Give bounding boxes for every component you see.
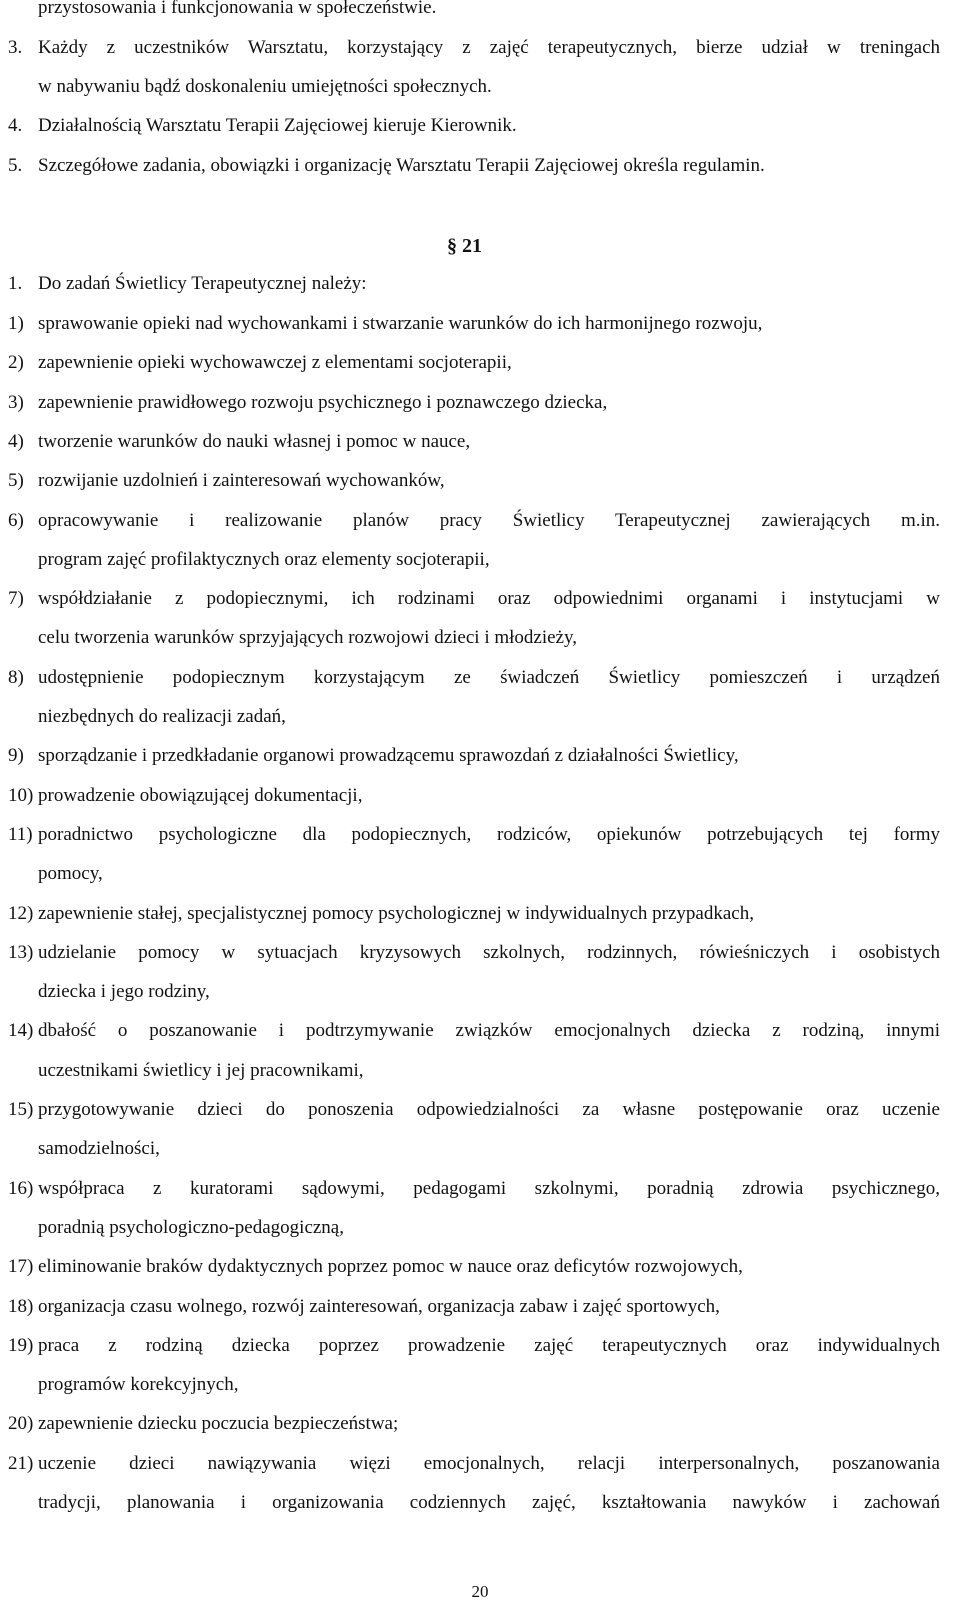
task-text: pomocy, xyxy=(38,863,103,884)
section-number: 21 xyxy=(462,235,482,257)
task-text: programów korekcyjnych, xyxy=(38,1374,239,1395)
section-heading xyxy=(447,234,482,258)
task-text: dziecka i jego rodziny, xyxy=(38,981,210,1002)
task-text: przygotowywanie dzieci do ponoszenia odpowiedzialności za własne postępowanie oraz uczenie xyxy=(38,1099,940,1120)
task-number: 21) xyxy=(8,1453,34,1474)
task-number: 3) xyxy=(8,392,24,413)
paragraph-4-text: Działalnością Warsztatu Terapii Zajęciowej kieruje Kierownik. xyxy=(38,115,517,136)
task-text: współdziałanie z podopiecznymi, ich rodzinami oraz odpowiednimi organami i instytucjami w xyxy=(38,588,940,609)
task-number: 11) xyxy=(8,824,33,845)
task-text: poradnictwo psychologiczne dla podopiecznych, rodziców, opiekunów potrzebujących tej formy xyxy=(38,824,940,845)
task-text: poradnią psychologiczno-pedagogiczną, xyxy=(38,1217,344,1238)
task-text: uczenie dzieci nawiązywania więzi emocjonalnych, relacji interpersonalnych, poszanowania xyxy=(38,1453,940,1474)
task-number: 2) xyxy=(8,352,24,373)
task-text: praca z rodziną dziecka poprzez prowadzenie zajęć terapeutycznych oraz indywidualnych xyxy=(38,1335,940,1356)
task-number: 16) xyxy=(8,1178,34,1199)
task-number: 5) xyxy=(8,470,24,491)
task-text: udzielanie pomocy w sytuacjach kryzysowych szkolnych, rodzinnych, rówieśniczych i osobistych xyxy=(38,942,940,963)
continuation-text: przystosowania i funkcjonowania w społeczeństwie. xyxy=(38,0,437,18)
task-text: zapewnienie prawidłowego rozwoju psychicznego i poznawczego dziecka, xyxy=(38,392,608,413)
task-text: uczestnikami świetlicy i jej pracownikami, xyxy=(38,1060,364,1081)
task-text: zapewnienie dziecku poczucia bezpieczeństwa; xyxy=(38,1413,399,1434)
task-number: 7) xyxy=(8,588,24,609)
task-number: 18) xyxy=(8,1296,34,1317)
intro-text: Do zadań Świetlicy Terapeutycznej należy: xyxy=(38,273,367,294)
task-number: 6) xyxy=(8,510,24,531)
task-text: tradycji, planowania i organizowania codziennych zajęć, kształtowania nawyków i zachowań xyxy=(38,1492,940,1513)
task-text: program zajęć profilaktycznych oraz elementy socjoterapii, xyxy=(38,549,490,570)
task-text: dbałość o poszanowanie i podtrzymywanie związków emocjonalnych dziecka z rodziną, innymi xyxy=(38,1020,940,1041)
task-text: sporządzanie i przedkładanie organowi prowadzącemu sprawozdań z działalności Świetlicy, xyxy=(38,745,739,766)
task-text: rozwijanie uzdolnień i zainteresowań wychowanków, xyxy=(38,470,445,491)
task-number: 8) xyxy=(8,667,24,688)
paragraph-5-text: Szczegółowe zadania, obowiązki i organizację Warsztatu Terapii Zajęciowej określa regulamin. xyxy=(38,155,765,176)
task-number: 4) xyxy=(8,431,24,452)
task-text: opracowywanie i realizowanie planów pracy Świetlicy Terapeutycznej zawierających m.in. xyxy=(38,510,940,531)
paragraph-4-number: 4. xyxy=(8,115,23,136)
task-number: 17) xyxy=(8,1256,34,1277)
task-text: samodzielności, xyxy=(38,1138,160,1159)
task-text: prowadzenie obowiązującej dokumentacji, xyxy=(38,785,363,806)
paragraph-5-number: 5. xyxy=(8,155,23,176)
task-number: 15) xyxy=(8,1099,34,1120)
intro-number: 1. xyxy=(8,273,23,294)
task-text: współpraca z kuratorami sądowymi, pedagogami szkolnymi, poradnią zdrowia psychicznego, xyxy=(38,1178,940,1199)
task-text: udostępnienie podopiecznym korzystającym ze świadczeń Świetlicy pomieszczeń i urządzeń xyxy=(38,667,940,688)
section-symbol: § xyxy=(447,235,457,257)
page-number: 20 xyxy=(471,1582,489,1601)
task-text: tworzenie warunków do nauki własnej i pomoc w nauce, xyxy=(38,431,471,452)
task-text: niezbędnych do realizacji zadań, xyxy=(38,706,286,727)
task-number: 14) xyxy=(8,1020,34,1041)
paragraph-3-text-line-2: w nabywaniu bądź doskonaleniu umiejętności społecznych. xyxy=(38,76,492,97)
task-number: 1) xyxy=(8,313,24,334)
task-number: 19) xyxy=(8,1335,34,1356)
task-text: eliminowanie braków dydaktycznych poprzez pomoc w nauce oraz deficytów rozwojowych, xyxy=(38,1256,743,1277)
task-text: zapewnienie opieki wychowawczej z elementami socjoterapii, xyxy=(38,352,512,373)
task-text: sprawowanie opieki nad wychowankami i stwarzanie warunków do ich harmonijnego rozwoju, xyxy=(38,313,763,334)
task-number: 20) xyxy=(8,1413,34,1434)
task-number: 9) xyxy=(8,745,24,766)
task-number: 10) xyxy=(8,785,34,806)
paragraph-3-text-line-1: Każdy z uczestników Warsztatu, korzystający z zajęć terapeutycznych, bierze udział w treningach xyxy=(38,37,940,58)
task-text: organizacja czasu wolnego, rozwój zainteresowań, organizacja zabaw i zajęć sportowych, xyxy=(38,1296,720,1317)
task-number: 13) xyxy=(8,942,34,963)
task-text: celu tworzenia warunków sprzyjających rozwojowi dzieci i młodzieży, xyxy=(38,627,577,648)
task-number: 12) xyxy=(8,903,34,924)
task-text: zapewnienie stałej, specjalistycznej pomocy psychologicznej w indywidualnych przypadkach, xyxy=(38,903,754,924)
paragraph-3-number: 3. xyxy=(8,37,23,58)
